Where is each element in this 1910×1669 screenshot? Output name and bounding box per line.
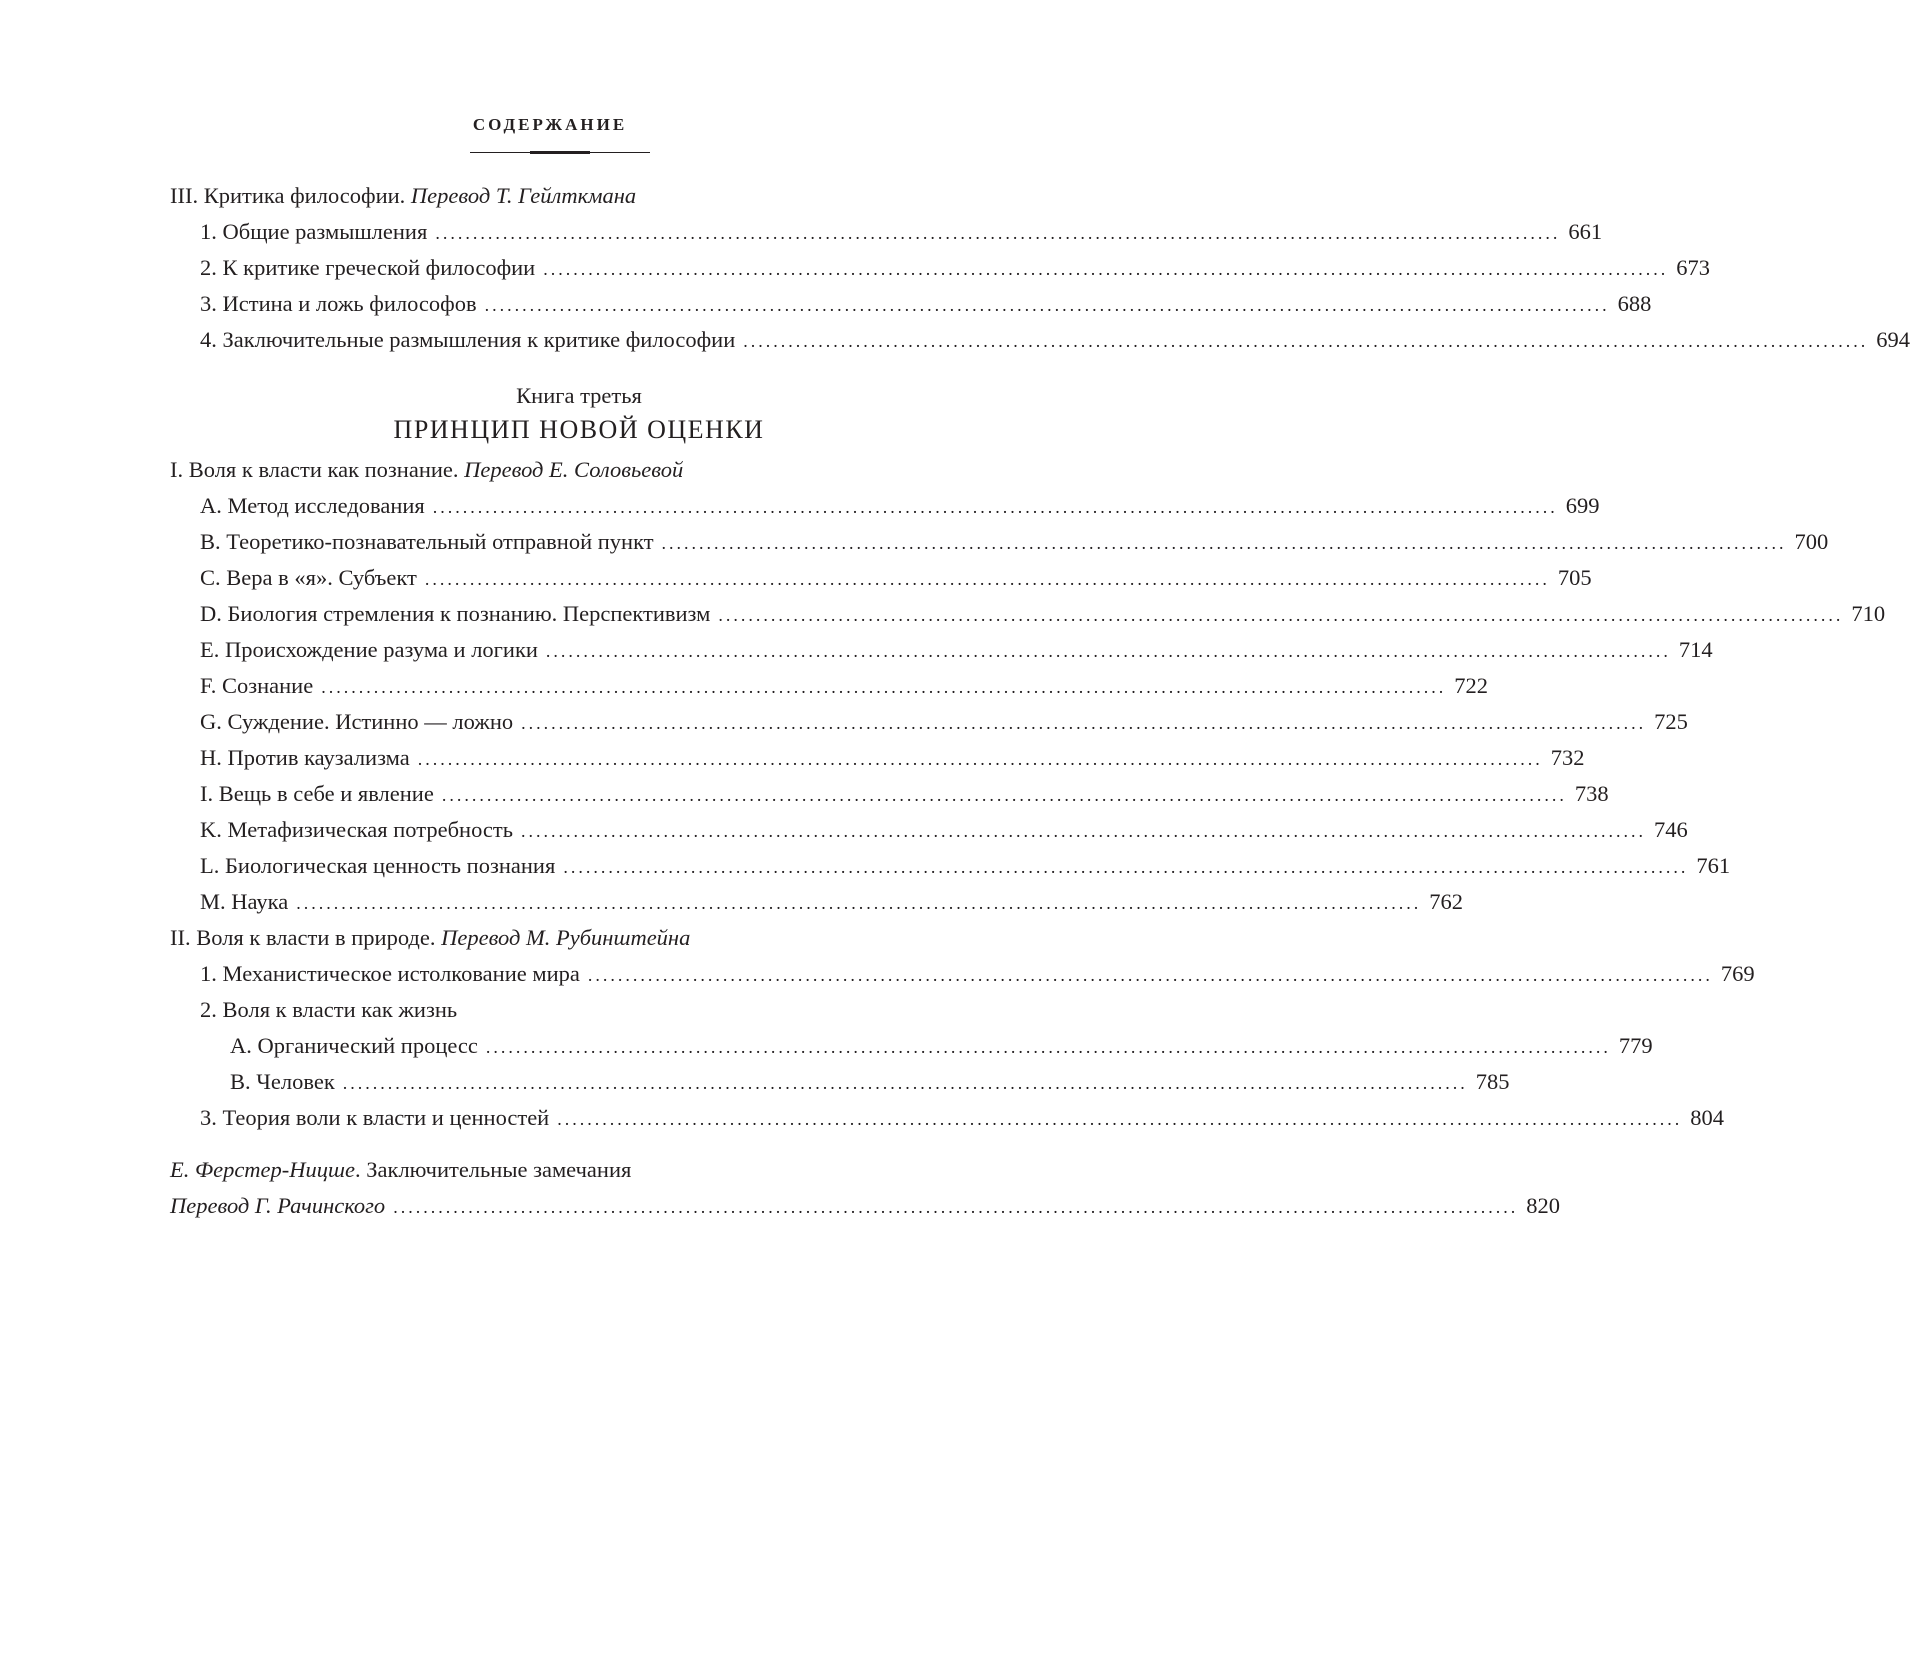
spacer: [170, 1136, 988, 1152]
toc-entry-title: 4. Заключительные размышления к критике философии: [200, 327, 736, 352]
toc-entry-title: A. Метод исследования: [200, 493, 425, 518]
dot-leader: [521, 813, 1646, 849]
toc-part-heading: [170, 920, 988, 956]
epilogue-author: Е. Ферстер-Ницше: [170, 1157, 356, 1182]
toc-entry[interactable]: [170, 740, 1585, 776]
book-heading: [170, 380, 988, 448]
toc-part-heading: [170, 452, 988, 488]
toc-entry-page: 722: [1454, 673, 1488, 698]
epilogue-page: 820: [1526, 1193, 1560, 1218]
toc-entry[interactable]: [170, 884, 1463, 920]
toc-entry[interactable]: [170, 322, 1910, 358]
toc-entry-title: I. Вещь в себе и явление: [200, 781, 434, 806]
toc-entry-page: 673: [1676, 255, 1710, 280]
toc-section-heading: [170, 178, 988, 214]
toc-entry-page: 699: [1565, 493, 1600, 518]
toc-entry[interactable]: [170, 286, 1652, 322]
toc-entry[interactable]: [170, 560, 1592, 596]
toc-entry-title: F. Сознание: [200, 673, 314, 698]
epilogue-translator: Перевод Г. Рачинского: [170, 1193, 386, 1218]
toc-entry-page: 761: [1696, 853, 1731, 878]
dot-leader: [433, 489, 1558, 525]
toc-entry-title: B. Теоретико-познавательный отправной пункт: [200, 529, 654, 554]
toc-entry-title: 1. Механистическое истолкование мира: [200, 961, 580, 986]
dot-leader: [743, 323, 1868, 359]
toc-entry[interactable]: [170, 1064, 1510, 1100]
toc-entry-page: 661: [1568, 219, 1603, 244]
part-translator: Перевод М. Рубинштейна: [441, 925, 691, 950]
toc-entry-page: 732: [1550, 745, 1585, 770]
dot-leader: [442, 777, 1567, 813]
toc-entry-page: 779: [1618, 1033, 1653, 1058]
toc-entry-page: 769: [1720, 961, 1755, 986]
toc-entry-page: 688: [1617, 291, 1652, 316]
dot-leader: [393, 1189, 1518, 1225]
toc-entry[interactable]: [170, 1100, 1724, 1136]
toc-entry[interactable]: [170, 668, 1488, 704]
toc-entry-page: 738: [1574, 781, 1609, 806]
dot-leader: [485, 287, 1610, 323]
toc-subheading: [170, 992, 988, 1028]
dot-leader: [718, 597, 1843, 633]
dot-leader: [546, 633, 1671, 669]
toc-entry[interactable]: [170, 704, 1688, 740]
dot-leader: [418, 741, 1543, 777]
toc-entry[interactable]: [170, 812, 1688, 848]
dot-leader: [563, 849, 1688, 885]
dot-leader: [486, 1029, 1611, 1065]
dot-leader: [588, 957, 1713, 993]
dot-leader: [662, 525, 1787, 561]
toc-entry-title: E. Происхождение разума и логики: [200, 637, 538, 662]
toc-entry[interactable]: [170, 250, 1710, 286]
toc-entry-title: 3. Теория воли к власти и ценностей: [200, 1105, 550, 1130]
toc-entry-title: B. Человек: [230, 1069, 335, 1094]
toc-epilogue[interactable]: [170, 1152, 1560, 1224]
toc-entry-page: 746: [1653, 817, 1688, 842]
toc-entry-title: G. Суждение. Истинно — ложно: [200, 709, 514, 734]
dot-leader: [557, 1101, 1682, 1137]
dot-leader: [321, 669, 1446, 705]
toc-entry-title: 1. Общие размышления: [200, 219, 428, 244]
toc-entry-page: 705: [1557, 565, 1592, 590]
dot-leader: [425, 561, 1550, 597]
toc-entry-page: 710: [1851, 601, 1886, 626]
toc-entry-page: 700: [1794, 529, 1829, 554]
dot-leader: [296, 885, 1421, 921]
section-translator: Перевод Т. Гейлткмана: [410, 183, 637, 208]
toc-entry[interactable]: [170, 776, 1609, 812]
toc-entry-title: A. Органический процесс: [230, 1033, 478, 1058]
toc-entry-page: 694: [1876, 327, 1910, 352]
dot-leader: [543, 251, 1668, 287]
toc-entry[interactable]: [170, 848, 1731, 884]
toc-entry-page: 725: [1654, 709, 1688, 734]
running-head: СОДЕРЖАНИЕ: [472, 115, 628, 134]
toc-entry[interactable]: [170, 524, 1829, 560]
toc-entry[interactable]: [170, 1028, 1653, 1064]
part-title: I. Воля к власти как познание.: [170, 457, 459, 482]
toc-entry-title: L. Биологическая ценность познания: [200, 853, 556, 878]
dot-leader: [343, 1065, 1468, 1101]
toc-entry-page: 804: [1690, 1105, 1724, 1130]
toc-entry-page: 762: [1429, 889, 1463, 914]
epilogue-title: . Заключительные замечания: [355, 1157, 632, 1182]
toc-entry[interactable]: [170, 214, 1603, 250]
toc-entry[interactable]: [170, 488, 1600, 524]
book-label: Книга третья: [516, 383, 642, 408]
section-title: III. Критика философии.: [170, 183, 406, 208]
head-rule-mark: [530, 151, 590, 154]
toc-entry[interactable]: [170, 956, 1755, 992]
dot-leader: [435, 215, 1560, 251]
toc-entry-page: 714: [1678, 637, 1713, 662]
table-of-contents: [170, 178, 1910, 1224]
toc-entry-title: D. Биология стремления к познанию. Перспективизм: [200, 601, 711, 626]
toc-entry-title: C. Вера в «я». Субъект: [200, 565, 417, 590]
toc-entry-title: M. Наука: [200, 889, 289, 914]
toc-entry-title: H. Против каузализма: [200, 745, 410, 770]
toc-entry-page: 785: [1475, 1069, 1510, 1094]
part-translator: Перевод Е. Соловьевой: [464, 457, 684, 482]
dot-leader: [521, 705, 1646, 741]
toc-entry-title: 2. К критике греческой философии: [200, 255, 536, 280]
toc-subheading-title: 2. Воля к власти как жизнь: [200, 997, 458, 1022]
toc-entry[interactable]: [170, 596, 1886, 632]
part-title: II. Воля к власти в природе.: [170, 925, 436, 950]
toc-entry[interactable]: [170, 632, 1713, 668]
book-title: ПРИНЦИП НОВОЙ ОЦЕНКИ: [393, 415, 765, 444]
toc-entry-title: K. Метафизическая потребность: [200, 817, 513, 842]
toc-entry-title: 3. Истина и ложь философов: [200, 291, 477, 316]
